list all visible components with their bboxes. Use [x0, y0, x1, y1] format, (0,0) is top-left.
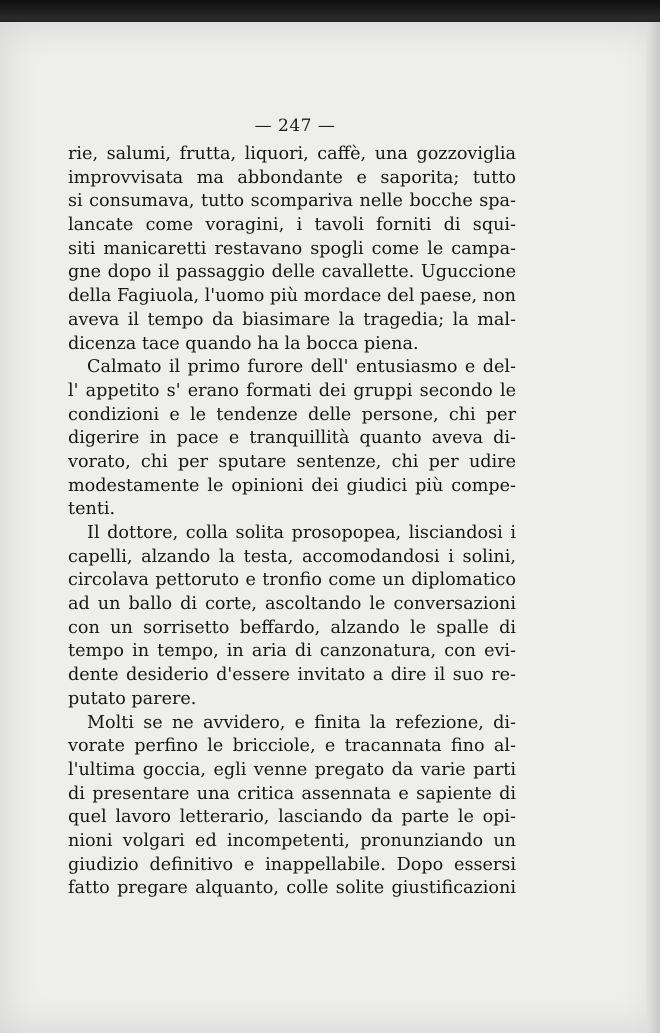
- text-line: dicenza tace quando ha la bocca piena.: [68, 333, 419, 354]
- text-line: ad un ballo di corte, ascoltando le conversazioni: [68, 594, 516, 615]
- text-line: giudizio definitivo e inappellabile. Dopo essersi: [68, 854, 516, 875]
- text-line: modestamente le opinioni dei giudici più compe-: [68, 475, 516, 496]
- text-line: improvvisata ma abbondante e saporita; tutto: [68, 167, 516, 188]
- text-line: capelli, alzando la testa, accomodandosi i solini,: [68, 546, 516, 567]
- page-edge-shadow: [646, 22, 660, 1033]
- text-line: vorate perfino le bricciole, e tracannata fino al-: [68, 736, 516, 757]
- text-line: tempo in tempo, in aria di canzonatura, con evi-: [68, 641, 516, 662]
- text-line: siti manicaretti restavano spogli come le campa-: [68, 238, 516, 259]
- text-line: si consumava, tutto scompariva nelle bocche spa-: [68, 191, 516, 212]
- paragraph-first-line: Il dottore, colla solita prosopopea, lisciandosi i: [87, 523, 516, 543]
- page-number: — 247 —: [254, 116, 336, 136]
- text-line: circolava pettoruto e tronfio come un diplomatico: [68, 570, 516, 591]
- text-line: l'ultima goccia, egli venne pregato da varie parti: [68, 759, 516, 780]
- paragraph-first-line: Calmato il primo furore dell' entusiasmo e del-: [87, 357, 516, 378]
- body-text: [68, 143, 516, 901]
- text-line: nioni volgari ed incompetenti, pronunziando un: [68, 830, 516, 851]
- text-line: l' appetito s' erano formati dei gruppi secondo le: [68, 380, 516, 401]
- text-line: condizioni e le tendenze delle persone, chi per: [68, 404, 516, 425]
- text-line: aveva il tempo da biasimare la tragedia; la mal-: [68, 309, 516, 330]
- text-line: fatto pregare alquanto, colle solite giustificazioni: [68, 878, 516, 899]
- text-line: gne dopo il passaggio delle cavallette. Uguccione: [68, 262, 516, 283]
- text-line: rie, salumi, frutta, liquori, caffè, una gozzoviglia: [68, 144, 516, 164]
- text-line: della Fagiuola, l'uomo più mordace del paese, non: [68, 286, 516, 307]
- text-line: quel lavoro letterario, lasciando da parte le opi-: [68, 807, 516, 828]
- paragraph-first-line: Molti se ne avvidero, e finita la refezione, di-: [87, 712, 516, 733]
- text-line: lancate come voragini, i tavoli forniti di squi-: [68, 215, 516, 236]
- text-line: con un sorrisetto beffardo, alzando le spalle di: [68, 617, 516, 638]
- text-line: dente desiderio d'essere invitato a dire il suo re-: [68, 665, 516, 686]
- text-line: vorato, chi per sputare sentenze, chi per udire: [68, 451, 516, 472]
- text-line: digerire in pace e tranquillità quanto aveva di-: [68, 428, 516, 449]
- text-line: di presentare una critica assennata e sapiente di: [68, 783, 516, 804]
- text-line: putato parere.: [68, 688, 197, 709]
- text-line: tenti.: [68, 499, 116, 520]
